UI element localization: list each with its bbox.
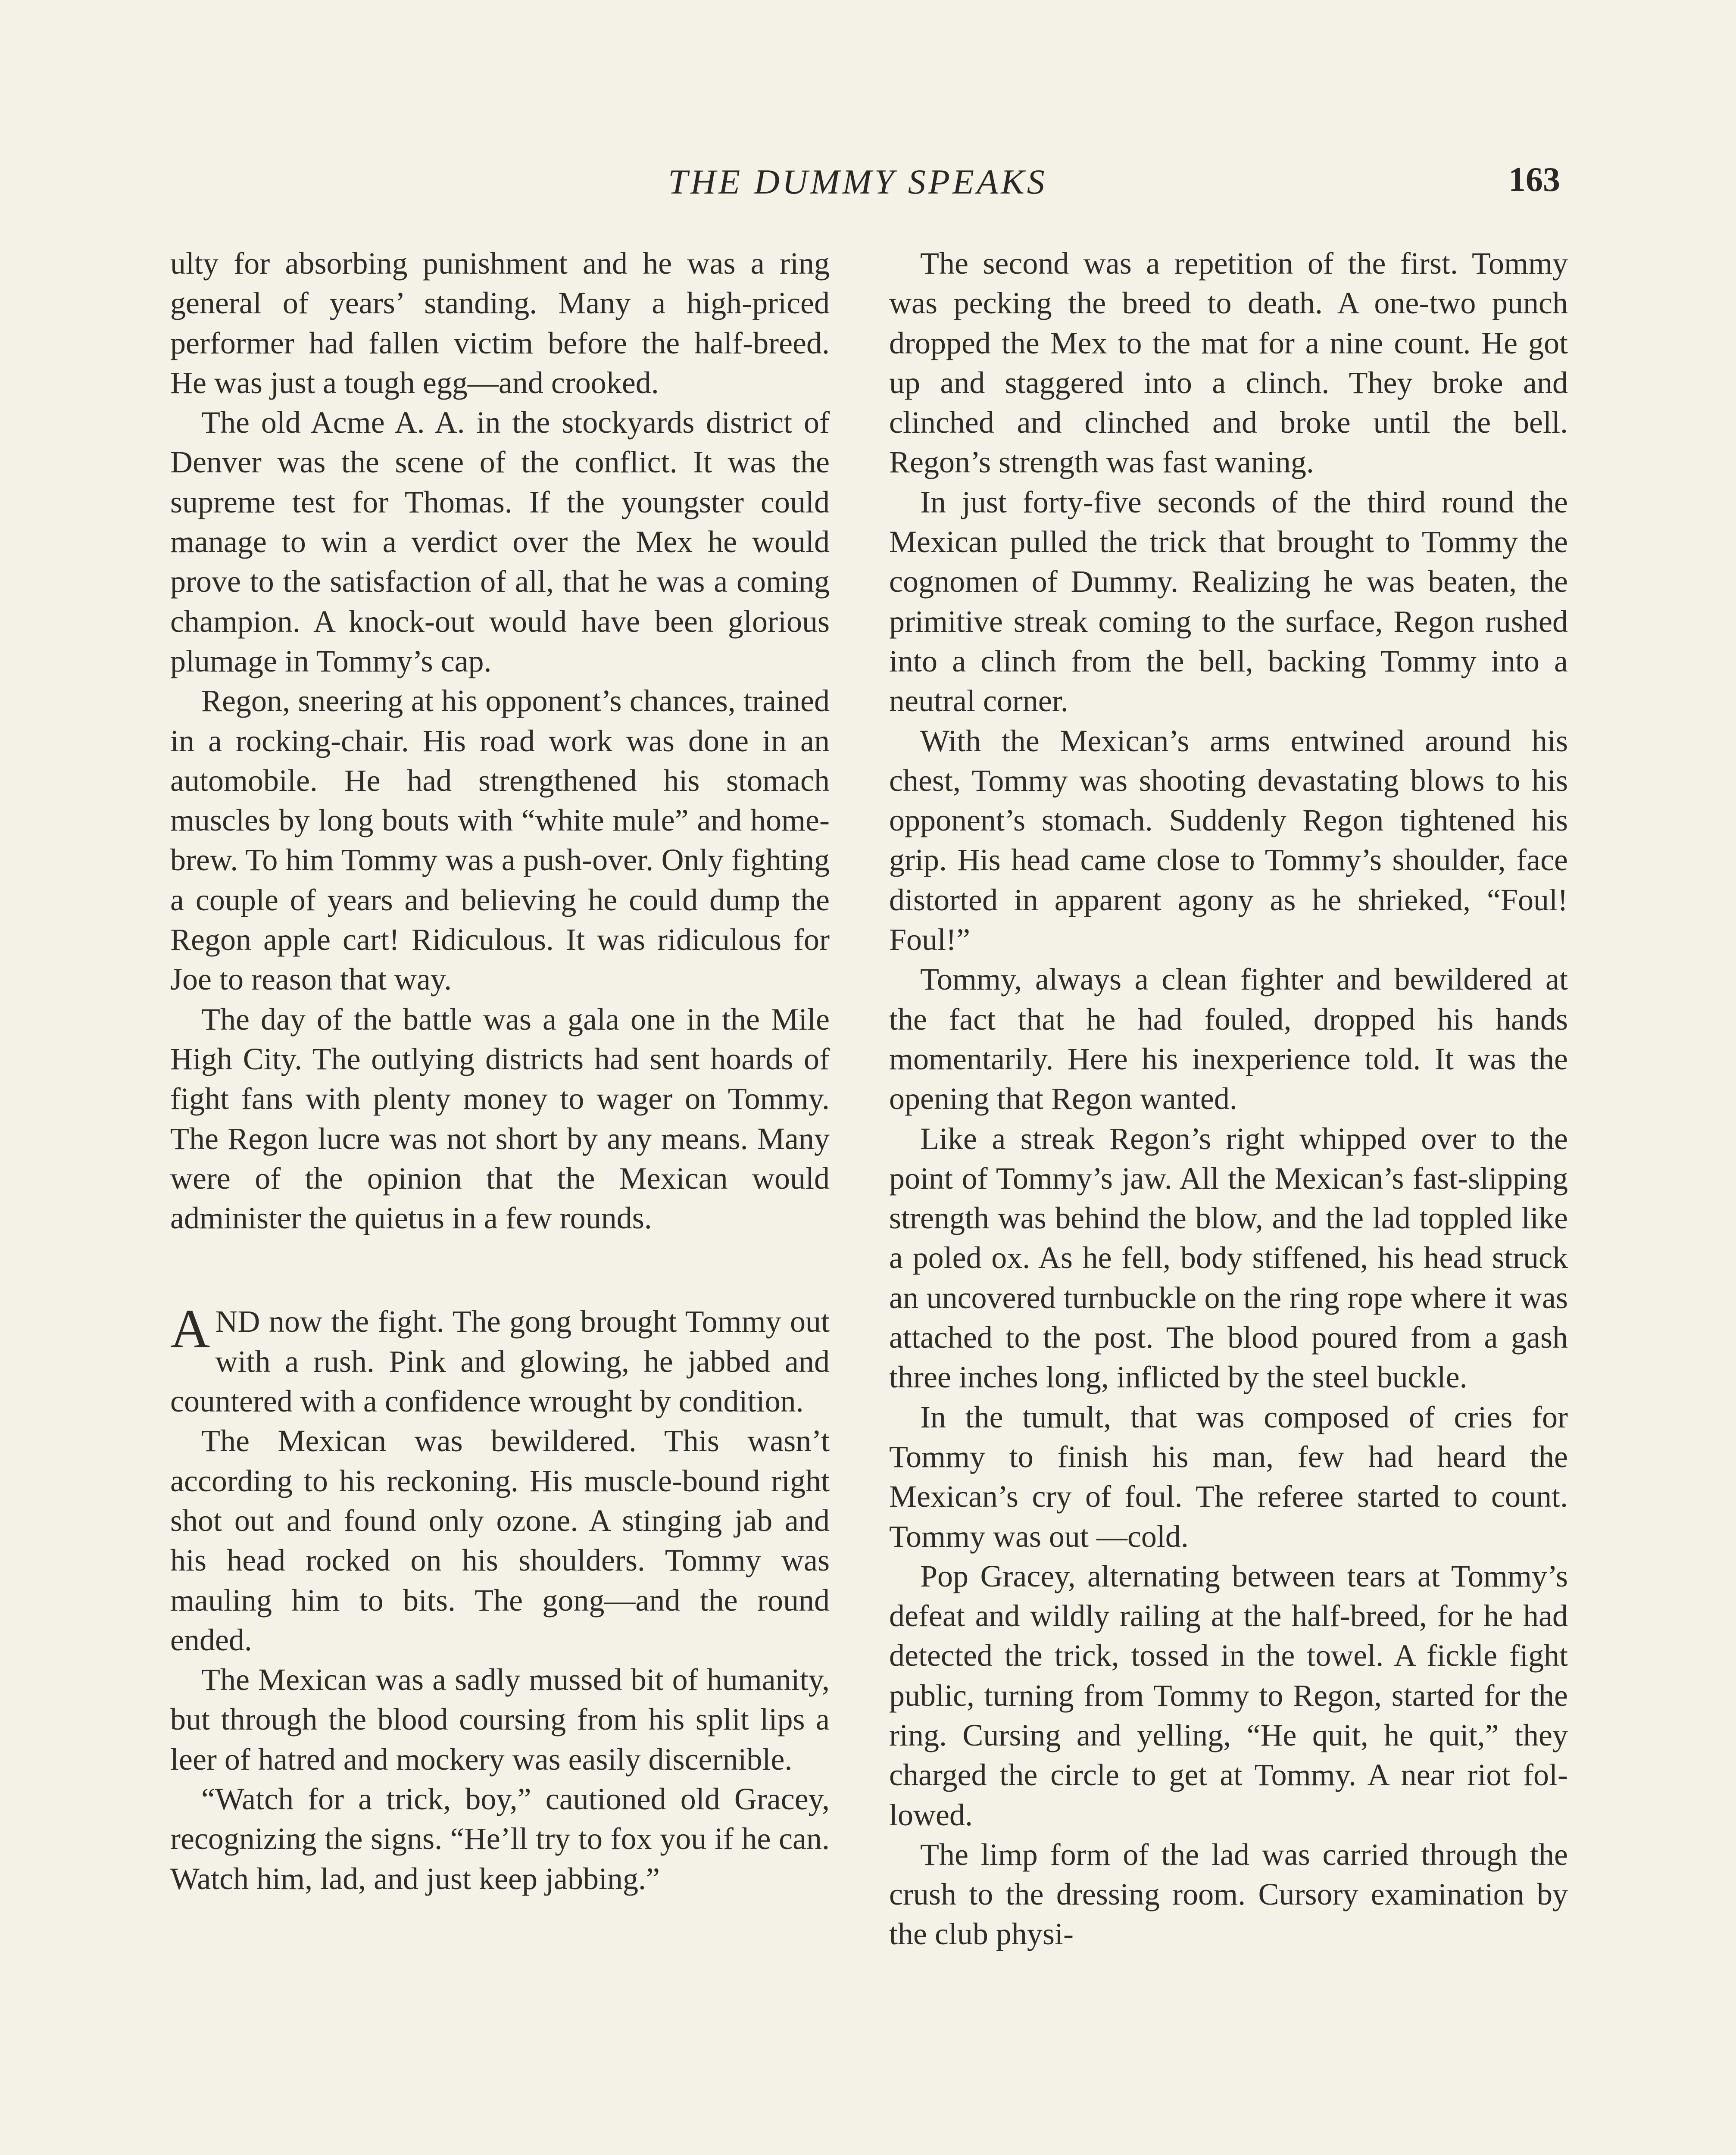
paragraph: The second was a repetition of the first. Tommy was pecking the breed to death. A one-two punch dropped the Mex to the mat for a nine count. He got up and staggered into a clinch. They broke and clinched and clinched and broke until the bell. Regon’s strength was fast waning.: [889, 246, 1568, 480]
paragraph: The limp form of the lad was carried through the crush to the dressing room. Cursory examination by the club physi-: [889, 1837, 1568, 1952]
page-number: 163: [1508, 161, 1560, 199]
paragraph: Pop Gracey, alternating between tears at Tommy’s defeat and wildly railing at the half-breed, for he had detected the trick, tossed in the towel. A fickle fight public, turning from Tommy to Regon, started for the ring. Cursing and yelling, “He quit, he quit,” they charged the circle to get at Tommy. A near riot followed.: [889, 1558, 1568, 1832]
section-opening-paragraph: [170, 1298, 830, 1421]
paragraph: In the tumult, that was composed of cries for Tommy to finish his man, few had heard the Mexican’s cry of foul. The referee started to count. Tommy was out —cold.: [889, 1399, 1568, 1554]
paragraph: The Mexican was a sadly mussed bit of humanity, but through the blood coursing from his split lips a leer of hatred and mockery was easily discernible.: [170, 1662, 830, 1777]
paragraph: With the Mexican’s arms entwined around his chest, Tommy was shooting devastating blows to his opponent’s stomach. Suddenly Regon tightened his grip. His head came close to Tommy’s shoulder, face distorted in apparent agony as he shrieked, “Foul! Foul!”: [889, 723, 1568, 957]
paragraph: In just forty-five seconds of the third round the Mexican pulled the trick that brought to Tommy the cognomen of Dummy. Realizing he was beaten, the primitive streak coming to the surface, Regon rushed into a clinch from the bell, backing Tommy into a neutral corner.: [889, 484, 1568, 718]
running-title: THE DUMMY SPEAKS: [668, 162, 1047, 201]
paragraph: The Mexican was bewildered. This wasn’t according to his reckoning. His muscle-bound right shot out and found only ozone. A stinging jab and his head rocked on his shoulders. Tommy was mauling him to bits. The gong—and the round ended.: [170, 1424, 830, 1657]
drop-cap: A: [170, 1298, 210, 1360]
section-opening-text: ND now the fight. The gong brought Tommy out with a rush. Pink and glowing, he jabbed and countered with a confidence wrought by condition.: [170, 1304, 830, 1419]
paragraph: Regon, sneering at his opponent’s chances, trained in a rocking-chair. His road work was done in an automobile. He had strengthened his stomach muscles by long bouts with “white mule” and home-brew. To him Tommy was a push-over. Only fighting a couple of years and believing he could dump the Regon apple cart! Ridiculous. It was ridiculous for Joe to reason that way.: [170, 684, 830, 997]
paragraph: Tommy, always a clean fighter and bewildered at the fact that he had fouled, dropped his hands momentarily. Here his inexperience told. It was the opening that Regon wanted.: [889, 962, 1568, 1116]
paragraph: Like a streak Regon’s right whipped over to the point of Tommy’s jaw. All the Mexican’s fast-slipping strength was behind the blow, and the lad toppled like a poled ox. As he fell, body stiffened, his head struck an uncovered turnbuckle on the ring rope where it was attached to the post. The blood poured from a gash three inches long, inflicted by the steel buckle.: [889, 1121, 1568, 1395]
right-column: [889, 244, 1568, 1954]
section-break: [170, 1238, 830, 1302]
paragraph: “Watch for a trick, boy,” cautioned old Gracey, recognizing the signs. “He’ll try to fox you if he can. Watch him, lad, and just keep jabbing.”: [170, 1781, 830, 1896]
paragraph: The old Acme A. A. in the stockyards district of Denver was the scene of the conflict. It was the supreme test for Thomas. If the youngster could manage to win a verdict over the Mex he would prove to the satisfaction of all, that he was a coming champion. A knock-out would have been glorious plumage in Tommy’s cap.: [170, 405, 830, 678]
paragraph: The day of the battle was a gala one in the Mile High City. The outlying districts had sent hoards of fight fans with plenty money to wager on Tommy. The Regon lucre was not short by any means. Many were of the opinion that the Mexican would administer the quietus in a few rounds.: [170, 1002, 830, 1236]
paragraph: ulty for absorbing punishment and he was a ring general of years’ standing. Many a high-priced performer had fallen victim before the half-breed. He was just a tough egg—and crooked.: [170, 246, 830, 400]
left-column: [170, 244, 830, 1899]
